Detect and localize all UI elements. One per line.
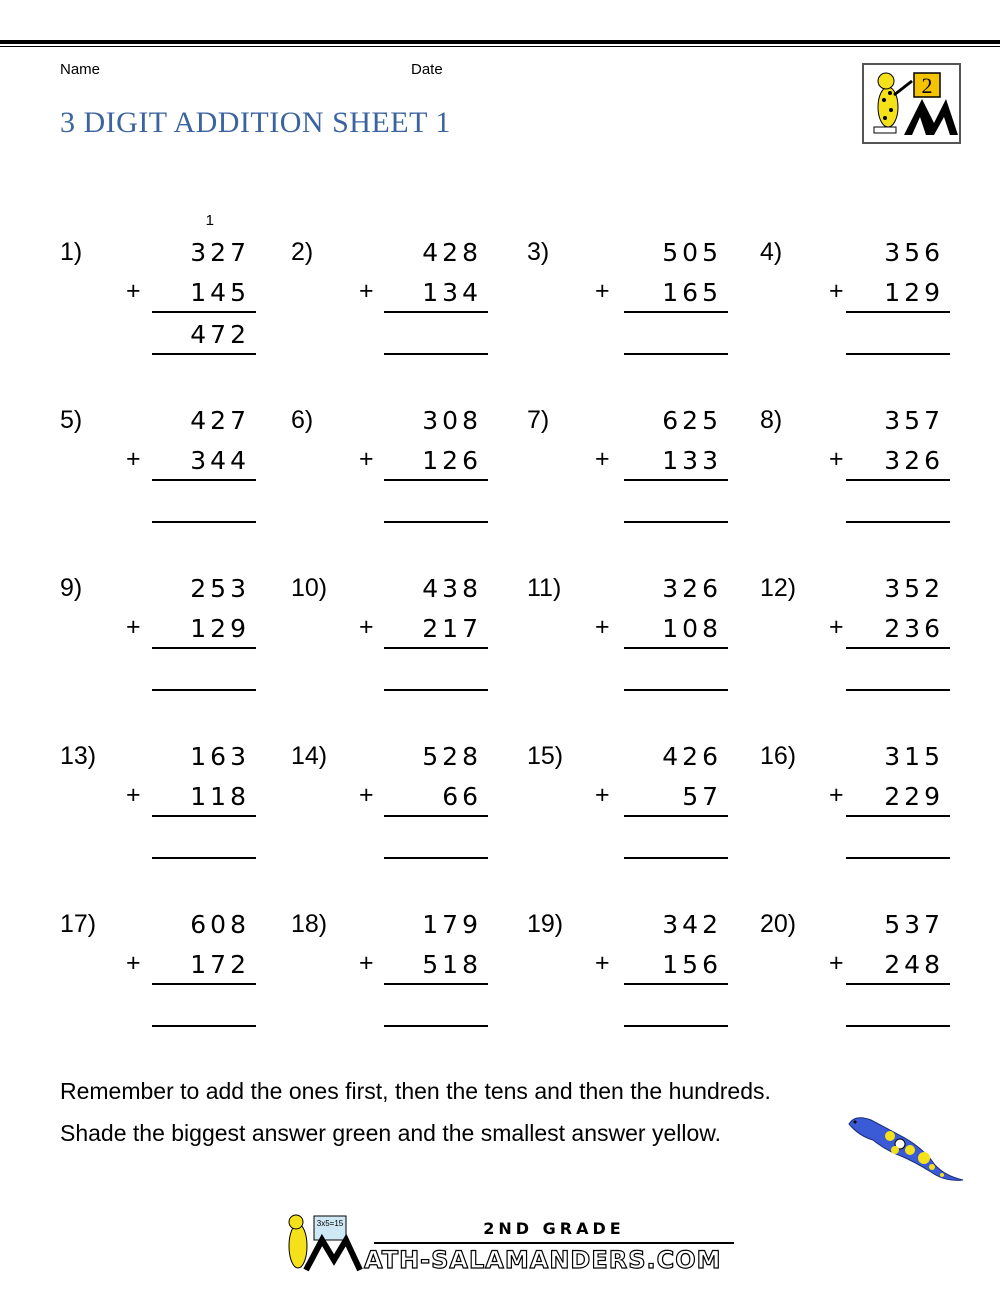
sum-rule (624, 815, 728, 817)
answer-rule (624, 1025, 728, 1027)
problem-number: 11) (527, 574, 562, 602)
answer-rule (384, 353, 488, 355)
problem-6 (291, 382, 488, 532)
answer-rule (846, 353, 950, 355)
sum-rule (152, 311, 256, 313)
grade-logo (862, 63, 961, 144)
plus-sign: + (126, 445, 141, 473)
answer-rule (384, 857, 488, 859)
problem-number: 12) (760, 574, 797, 602)
problem-number: 9) (60, 574, 83, 602)
addend-bottom: 129 (190, 614, 250, 643)
plus-sign: + (829, 949, 844, 977)
plus-sign: + (359, 613, 374, 641)
footer-site: ATH-SALAMANDERS.COM (364, 1246, 722, 1274)
top-rule-thin (0, 46, 1000, 47)
addend-bottom: 108 (662, 614, 722, 643)
addend-top: 625 (662, 406, 722, 435)
answer-rule (152, 857, 256, 859)
problem-13 (60, 718, 256, 868)
sum-rule (152, 479, 256, 481)
problem-9 (60, 550, 256, 700)
page-title: 3 DIGIT ADDITION SHEET 1 (60, 106, 451, 139)
problem-18 (291, 886, 488, 1036)
addend-top: 427 (190, 406, 250, 435)
problem-20 (760, 886, 950, 1036)
sum-rule (384, 311, 488, 313)
addend-top: 528 (422, 742, 482, 771)
problem-4 (760, 214, 950, 364)
problem-11 (527, 550, 728, 700)
plus-sign: + (126, 781, 141, 809)
addend-bottom: 133 (662, 446, 722, 475)
plus-sign: + (126, 613, 141, 641)
addend-top: 253 (190, 574, 250, 603)
addend-bottom: 129 (884, 278, 944, 307)
plus-sign: + (829, 781, 844, 809)
plus-sign: + (595, 781, 610, 809)
sum-rule (846, 647, 950, 649)
problem-15 (527, 718, 728, 868)
problem-number: 17) (60, 910, 97, 938)
sum-rule (624, 983, 728, 985)
problem-number: 16) (760, 742, 797, 770)
answer-rule (624, 353, 728, 355)
instruction-line-2: Shade the biggest answer green and the smallest answer yellow. (60, 1120, 722, 1146)
problem-14 (291, 718, 488, 868)
date-label: Date (411, 61, 443, 78)
plus-sign: + (595, 949, 610, 977)
problem-number: 10) (291, 574, 328, 602)
addend-bottom: 248 (884, 950, 944, 979)
answer-field[interactable]: 472 (190, 320, 250, 349)
problem-number: 15) (527, 742, 564, 770)
answer-rule (152, 689, 256, 691)
sum-rule (624, 647, 728, 649)
problem-7 (527, 382, 728, 532)
carry-digit: 1 (205, 212, 214, 229)
addend-bottom: 344 (190, 446, 250, 475)
addend-bottom: 229 (884, 782, 944, 811)
sum-rule (152, 983, 256, 985)
sum-rule (846, 983, 950, 985)
addend-top: 308 (422, 406, 482, 435)
salamander-icon (845, 1110, 965, 1186)
addend-top: 438 (422, 574, 482, 603)
sum-rule (384, 647, 488, 649)
sum-rule (624, 311, 728, 313)
problem-number: 2) (291, 238, 314, 266)
sum-rule (384, 815, 488, 817)
answer-rule (152, 521, 256, 523)
plus-sign: + (595, 613, 610, 641)
problem-17 (60, 886, 256, 1036)
sum-rule (152, 647, 256, 649)
problem-number: 18) (291, 910, 328, 938)
addend-bottom: 172 (190, 950, 250, 979)
plus-sign: + (829, 445, 844, 473)
problem-number: 20) (760, 910, 797, 938)
addend-bottom: 145 (190, 278, 250, 307)
answer-rule (846, 521, 950, 523)
problem-number: 7) (527, 406, 550, 434)
problem-number: 8) (760, 406, 783, 434)
addend-bottom: 126 (422, 446, 482, 475)
addend-top: 352 (884, 574, 944, 603)
answer-rule (384, 521, 488, 523)
top-rule (0, 40, 1000, 44)
sum-rule (384, 983, 488, 985)
plus-sign: + (126, 277, 141, 305)
answer-rule (384, 1025, 488, 1027)
problem-12 (760, 550, 950, 700)
addend-top: 356 (884, 238, 944, 267)
addend-bottom: 118 (190, 782, 250, 811)
sum-rule (846, 815, 950, 817)
addend-top: 608 (190, 910, 250, 939)
addend-bottom: 217 (422, 614, 482, 643)
addend-top: 505 (662, 238, 722, 267)
sum-rule (846, 311, 950, 313)
addend-top: 326 (662, 574, 722, 603)
plus-sign: + (829, 613, 844, 641)
answer-rule (624, 689, 728, 691)
footer-logo (276, 1212, 736, 1283)
plus-sign: + (829, 277, 844, 305)
problem-number: 4) (760, 238, 783, 266)
problem-3 (527, 214, 728, 364)
addend-top: 327 (190, 238, 250, 267)
answer-rule (846, 689, 950, 691)
problem-19 (527, 886, 728, 1036)
addend-bottom: 326 (884, 446, 944, 475)
answer-rule (846, 1025, 950, 1027)
plus-sign: + (126, 949, 141, 977)
problem-number: 19) (527, 910, 564, 938)
answer-rule (152, 353, 256, 355)
addend-bottom: 66 (442, 782, 482, 811)
addend-bottom: 518 (422, 950, 482, 979)
sum-rule (624, 479, 728, 481)
problem-number: 13) (60, 742, 97, 770)
problem-number: 6) (291, 406, 314, 434)
problem-2 (291, 214, 488, 364)
answer-rule (846, 857, 950, 859)
addend-top: 537 (884, 910, 944, 939)
answer-rule (152, 1025, 256, 1027)
footer-grade: 2ND GRADE (483, 1219, 625, 1238)
addend-bottom: 134 (422, 278, 482, 307)
problem-number: 3) (527, 238, 550, 266)
problem-5 (60, 382, 256, 532)
addend-bottom: 236 (884, 614, 944, 643)
problem-number: 1) (60, 238, 83, 266)
answer-rule (624, 521, 728, 523)
problem-16 (760, 718, 950, 868)
problem-8 (760, 382, 950, 532)
problem-number: 14) (291, 742, 328, 770)
instruction-line-1: Remember to add the ones first, then the tens and then the hundreds. (60, 1078, 771, 1104)
addend-top: 315 (884, 742, 944, 771)
addend-top: 428 (422, 238, 482, 267)
addend-bottom: 156 (662, 950, 722, 979)
plus-sign: + (359, 445, 374, 473)
plus-sign: + (595, 277, 610, 305)
answer-rule (624, 857, 728, 859)
addend-top: 357 (884, 406, 944, 435)
plus-sign: + (595, 445, 610, 473)
plus-sign: + (359, 781, 374, 809)
addend-bottom: 165 (662, 278, 722, 307)
problem-number: 5) (60, 406, 83, 434)
svg-text:3x5=15: 3x5=15 (316, 1219, 344, 1228)
plus-sign: + (359, 277, 374, 305)
svg-text:2: 2 (921, 73, 933, 98)
problem-1 (60, 214, 256, 364)
addend-top: 179 (422, 910, 482, 939)
addend-bottom: 57 (682, 782, 722, 811)
sum-rule (384, 479, 488, 481)
name-label: Name (60, 61, 101, 78)
problem-10 (291, 550, 488, 700)
plus-sign: + (359, 949, 374, 977)
sum-rule (846, 479, 950, 481)
addend-top: 342 (662, 910, 722, 939)
answer-rule (384, 689, 488, 691)
addend-top: 426 (662, 742, 722, 771)
sum-rule (152, 815, 256, 817)
addend-top: 163 (190, 742, 250, 771)
salamander-grade-icon (864, 65, 959, 142)
